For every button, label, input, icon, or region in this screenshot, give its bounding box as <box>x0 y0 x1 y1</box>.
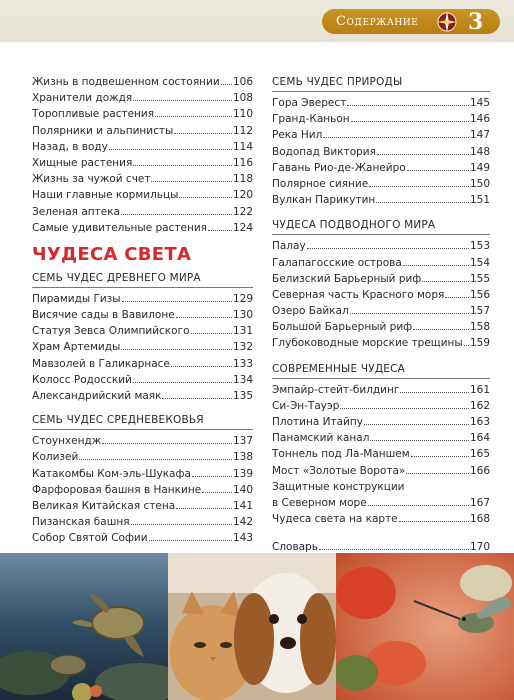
toc-entry[interactable]: Полярное сияние 150 <box>272 177 490 190</box>
pets-photo <box>168 553 336 700</box>
toc-entry[interactable]: Жизнь в подвешенном состоянии 106 <box>32 76 253 88</box>
toc-entry[interactable]: Стоунхендж 137 <box>32 435 253 448</box>
toc-entry[interactable]: Панамский канал 164 <box>272 432 490 445</box>
toc-entry[interactable]: Хранители дождя 108 <box>32 92 253 105</box>
chapter-tab <box>322 9 500 34</box>
toc-entry[interactable]: Великая Китайская стена 141 <box>32 499 253 512</box>
photo-strip <box>0 553 514 700</box>
toc-right-column <box>272 74 490 572</box>
toc-entry[interactable]: Большой Барьерный риф 158 <box>272 321 490 334</box>
toc-entry[interactable]: Белизский Барьерный риф 155 <box>272 272 490 285</box>
toc-left-column <box>32 74 253 547</box>
group-title: СЕМЬ ЧУДЕС ДРЕВНЕГО МИРА <box>32 270 253 288</box>
compass-rose-icon <box>436 11 458 33</box>
toc-entry[interactable]: Самые удивительные растения 124 <box>32 221 253 234</box>
toc-entry[interactable]: Гора Эверест 145 <box>272 97 490 109</box>
page-number: 3 <box>468 9 484 35</box>
toc-entry[interactable]: в Северном море 167 <box>272 496 490 509</box>
toc-entry[interactable]: Гавань Рио-де-Жанейро 149 <box>272 161 490 174</box>
toc-entry[interactable]: Храм Артемиды 132 <box>32 341 253 354</box>
toc-entry[interactable]: Северная часть Красного моря 156 <box>272 288 490 301</box>
group-title: СЕМЬ ЧУДЕС СРЕДНЕВЕКОВЬЯ <box>32 412 253 430</box>
group-title: СЕМЬ ЧУДЕС ПРИРОДЫ <box>272 74 490 92</box>
turtle-photo <box>0 553 168 700</box>
toc-entry[interactable]: Тоннель под Ла-Маншем 165 <box>272 448 490 461</box>
toc-entry[interactable]: Статуя Зевса Олимпийского 131 <box>32 325 253 338</box>
toc-entry[interactable]: Мавзолей в Галикарнасе 133 <box>32 357 253 370</box>
toc-entry[interactable]: Чудеса света на карте 168 <box>272 513 490 526</box>
toc-entry[interactable]: Си-Эн-Тауэр 162 <box>272 399 490 412</box>
toc-entry[interactable]: Назад, в воду 114 <box>32 140 253 153</box>
toc-entry[interactable]: Наши главные кормильцы 120 <box>32 189 253 202</box>
toc-entry[interactable]: Колизей 138 <box>32 451 253 464</box>
toc-entry[interactable]: Торопливые растения 110 <box>32 108 253 121</box>
toc-entry[interactable]: Фарфоровая башня в Нанкине 140 <box>32 483 253 496</box>
toc-entry[interactable]: Жизнь за чужой счет 118 <box>32 173 253 186</box>
toc-entry[interactable]: Пирамиды Гизы 129 <box>32 292 253 305</box>
toc-entry-glossary[interactable]: Словарь 170 <box>272 541 490 554</box>
toc-entry[interactable]: Палау 153 <box>272 240 490 253</box>
toc-entry[interactable]: Глубоководные морские трещины 159 <box>272 337 490 350</box>
toc-entry[interactable]: Галапагосские острова 154 <box>272 256 490 269</box>
toc-entry[interactable]: Водопад Виктория 148 <box>272 145 490 158</box>
toc-entry[interactable]: Колосс Родосский 134 <box>32 373 253 386</box>
page-title: Содержание <box>336 14 419 29</box>
toc-entry[interactable]: Висячие сады в Вавилоне 130 <box>32 309 253 322</box>
toc-entry[interactable]: Катакомбы Ком-эль-Шукафа 139 <box>32 467 253 480</box>
section-title: ЧУДЕСА СВЕТА <box>32 243 192 265</box>
toc-entry[interactable]: Река Нил 147 <box>272 129 490 142</box>
toc-entry[interactable]: Вулкан Парикутин 151 <box>272 194 490 207</box>
toc-entry[interactable]: Плотина Итайпу 163 <box>272 416 490 428</box>
toc-entry[interactable]: Эмпайр-стейт-билдинг 161 <box>272 383 490 396</box>
toc-entry[interactable]: Пизанская башня 142 <box>32 516 253 529</box>
toc-entry[interactable]: Александрийский маяк 135 <box>32 390 253 402</box>
group-title: СОВРЕМЕННЫЕ ЧУДЕСА <box>272 361 490 379</box>
toc-entry[interactable]: Собор Святой Софии 143 <box>32 532 253 545</box>
toc-entry[interactable]: Зеленая аптека 122 <box>32 205 253 218</box>
toc-entry-line[interactable]: Защитные конструкции <box>272 480 405 493</box>
toc-entry[interactable]: Мост «Золотые Ворота» 166 <box>272 464 490 477</box>
toc-entry[interactable]: Озеро Байкал 157 <box>272 305 490 318</box>
toc-entry[interactable]: Гранд-Каньон 146 <box>272 113 490 126</box>
toc-entry[interactable]: Полярники и альпинисты 112 <box>32 124 253 137</box>
hummingbird-photo <box>336 553 514 700</box>
toc-entry[interactable]: Хищные растения 116 <box>32 156 253 169</box>
group-title: ЧУДЕСА ПОДВОДНОГО МИРА <box>272 217 490 235</box>
